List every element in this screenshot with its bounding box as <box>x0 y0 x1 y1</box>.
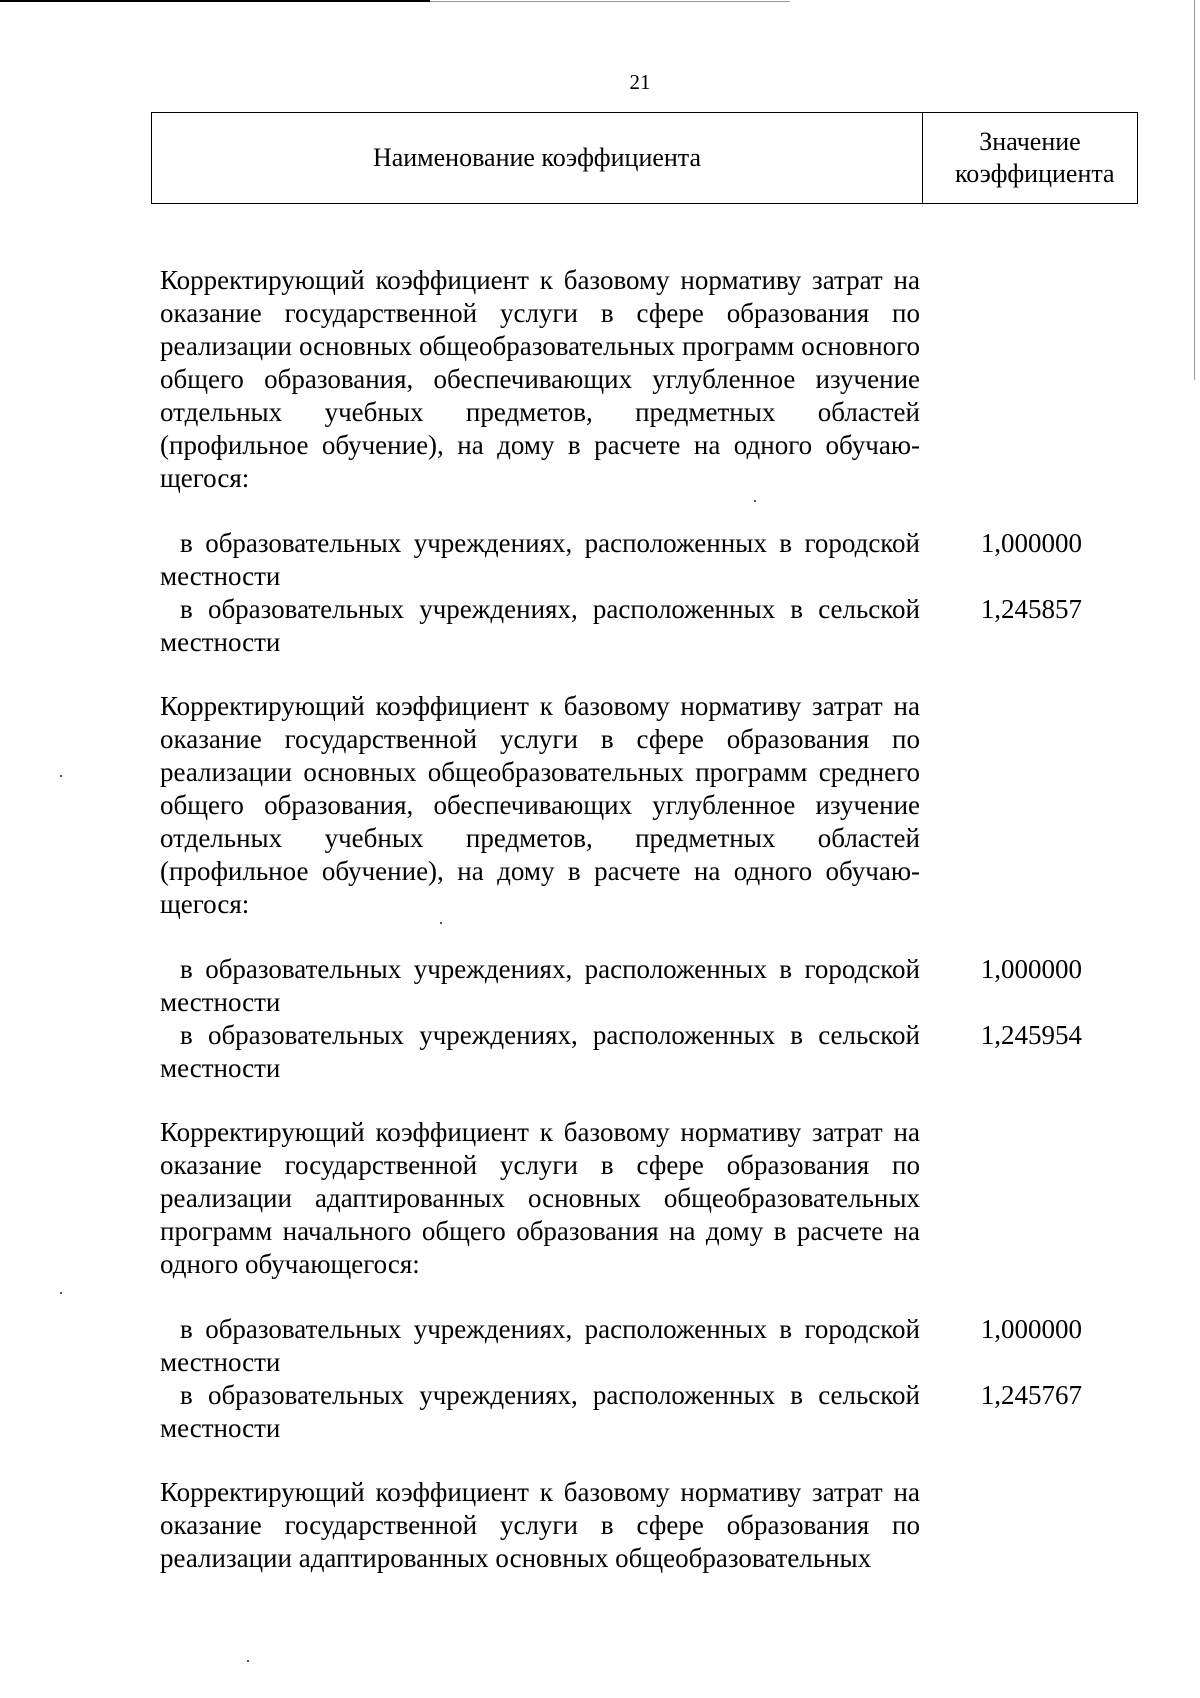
row-label: в образовательных учреждениях, расположенных в сельской местности <box>160 1020 920 1083</box>
coefficient-row <box>160 527 1200 593</box>
coefficient-section <box>160 690 1200 1085</box>
row-value: 1,000000 <box>980 1314 1082 1344</box>
row-label: в образовательных учреждениях, расположенных в сельской местности <box>160 594 920 657</box>
section-rows <box>160 1313 1200 1445</box>
scan-speck <box>754 500 756 502</box>
section-rows <box>160 527 1200 659</box>
section-rows <box>160 953 1200 1085</box>
coefficient-section <box>160 1116 1200 1445</box>
header-value-column-label: Значение коэффициента <box>955 127 1115 188</box>
scan-speck <box>60 1292 62 1294</box>
section-description: Корректирующий коэффициент к базовому нормативу затрат на оказание государственной услуги в сфере образования по реализации основных общеобразовательных программ основного общего образования, обеспечивающих углубленное изучение отдельных учебных предметов, предметных областей (профильное обучение), на дому в расчете на одного обучающегося: <box>160 265 920 493</box>
coefficient-row <box>160 1379 1200 1445</box>
section-description: Корректирующий коэффициент к базовому нормативу затрат на оказание государственной услуги в сфере образования по реализации адаптированных основных общеобразовательных <box>160 1477 920 1573</box>
section-description: Корректирующий коэффициент к базовому нормативу затрат на оказание государственной услуги в сфере образования по реализации основных общеобразовательных программ среднего общего образования, обеспечивающих углубленное изучение отдельных учебных предметов, предметных областей (профильное обучение), на дому в расчете на одного обучающегося: <box>160 691 920 919</box>
table-header <box>151 112 1138 204</box>
coefficient-row <box>160 1313 1200 1379</box>
scan-speck <box>60 775 62 777</box>
scan-speck <box>247 1660 249 1662</box>
row-value: 1,245767 <box>980 1380 1082 1410</box>
scan-speck <box>440 922 442 924</box>
header-value-column <box>923 113 1137 203</box>
top-border-line <box>0 0 430 2</box>
row-value: 1,245857 <box>980 594 1082 624</box>
coefficient-section <box>160 264 1200 659</box>
row-value: 1,000000 <box>980 954 1082 984</box>
page-number: 21 <box>629 70 651 94</box>
row-label: в образовательных учреждениях, расположенных в городской местности <box>160 954 920 1017</box>
coefficient-section <box>160 1476 1200 1575</box>
coefficient-row <box>160 953 1200 1019</box>
row-label: в образовательных учреждениях, расположенных в городской местности <box>160 1314 920 1377</box>
row-value: 1,245954 <box>980 1020 1082 1050</box>
section-description: Корректирующий коэффициент к базовому нормативу затрат на оказание государственной услуги в сфере образования по реализации адаптированных основных общеобразовательных программ начального общего образования на дому в расчете на одного обучающегося: <box>160 1117 920 1279</box>
coefficient-list <box>160 264 1200 1606</box>
coefficient-row <box>160 593 1200 659</box>
header-name-column: Наименование коэффициента <box>152 113 923 203</box>
coefficient-row <box>160 1019 1200 1085</box>
row-label: в образовательных учреждениях, расположенных в сельской местности <box>160 1380 920 1443</box>
row-label: в образовательных учреждениях, расположенных в городской местности <box>160 528 920 591</box>
row-value: 1,000000 <box>980 528 1082 558</box>
top-border-line-faint <box>430 1 790 2</box>
